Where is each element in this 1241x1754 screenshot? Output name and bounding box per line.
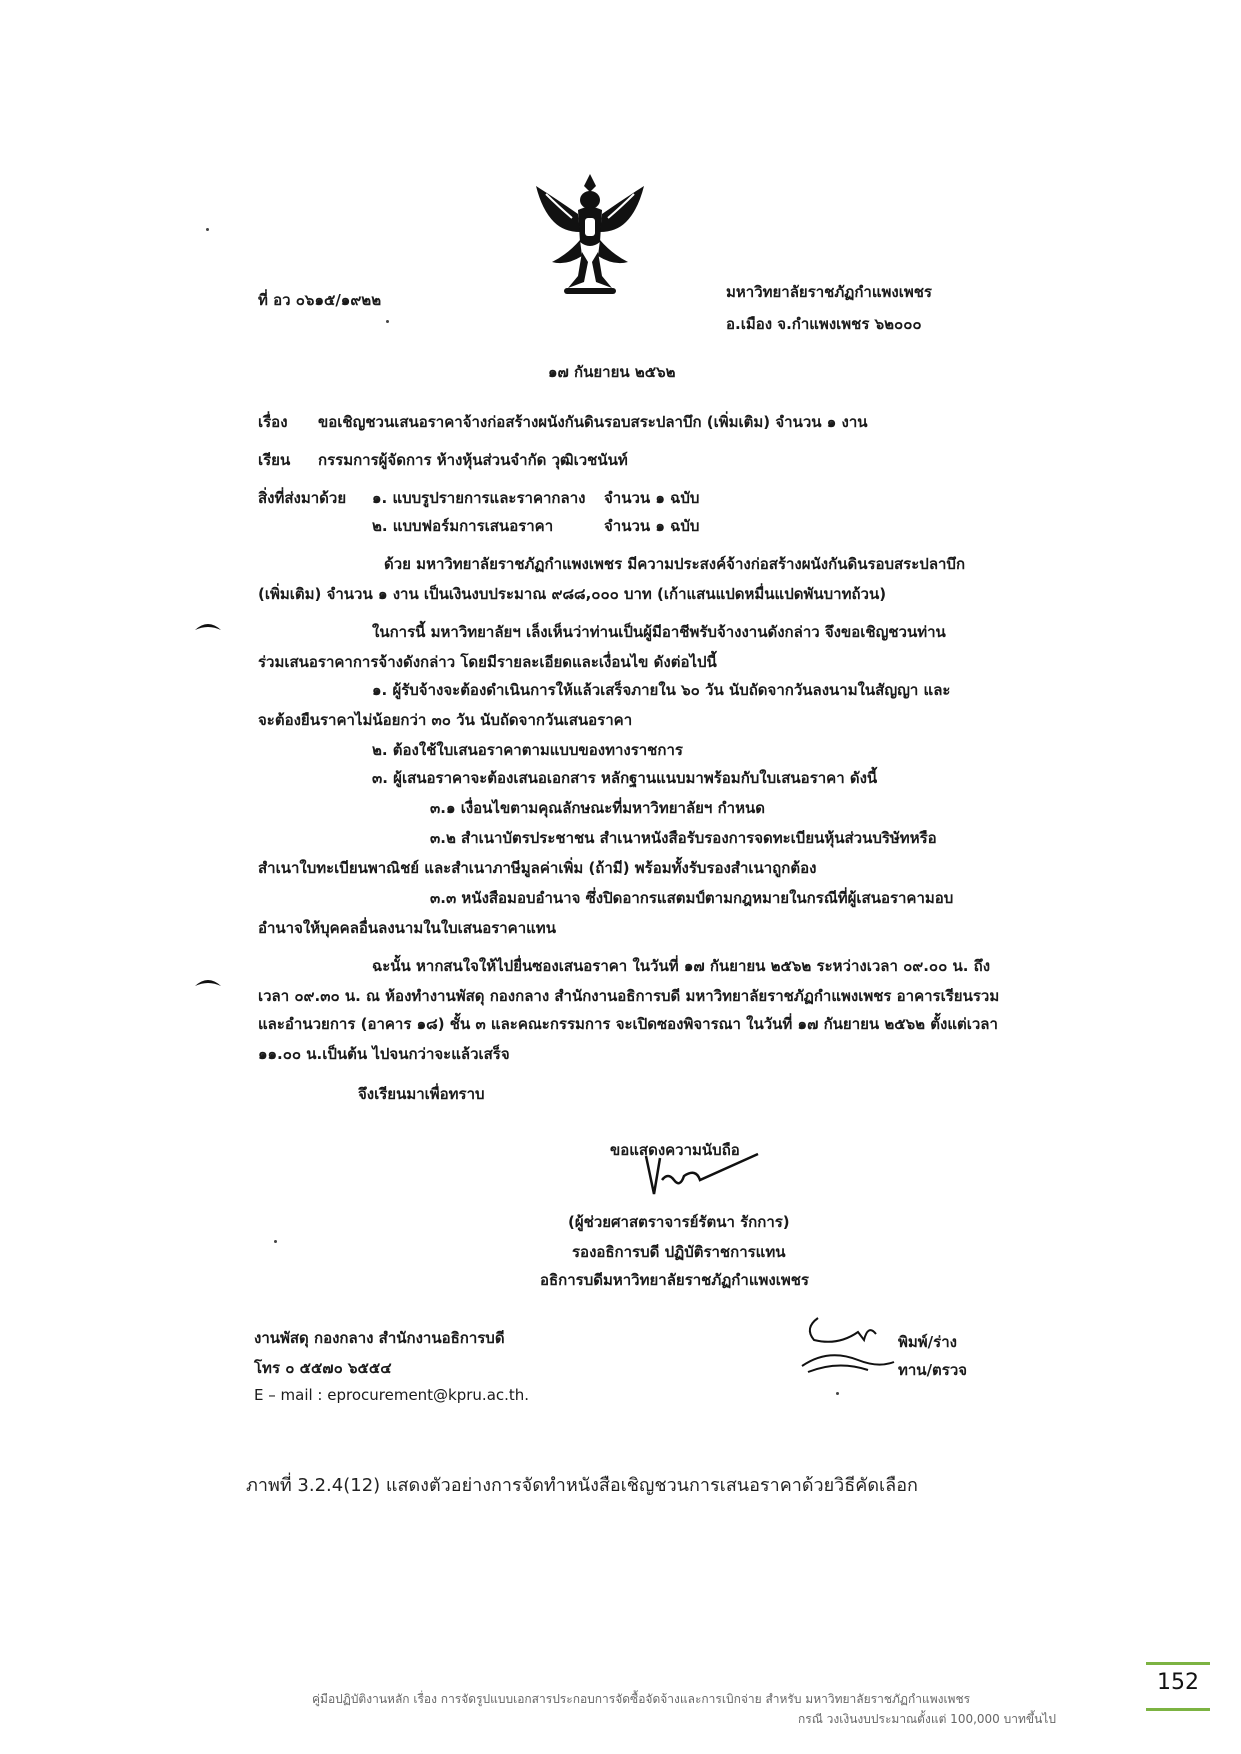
body-line: ฉะนั้น หากสนใจให้ไปยื่นซองเสนอราคา ในวันที่ ๑๗ กันยายน ๒๕๖๒ ระหว่างเวลา ๐๙.๐๐ น. ถึง <box>372 957 991 975</box>
body-line: ๓. ผู้เสนอราคาจะต้องเสนอเอกสาร หลักฐานแนบมาพร้อมกับใบเสนอราคา ดังนี้ <box>372 769 878 787</box>
enclosure-item: ๑. แบบรูปรายการและราคากลาง <box>372 489 586 507</box>
footer-title: คู่มือปฏิบัติงานหลัก เรื่อง การจัดรูปแบบเอกสารประกอบการจัดซื้อจัดจ้างและการเบิกจ่าย สำหรับ มหาวิทยาลัยราชภัฏกำแพงเพชร <box>312 1692 971 1706</box>
body-line: ด้วย มหาวิทยาลัยราชภัฏกำแพงเพชร มีความประสงค์จ้างก่อสร้างผนังกันดินรอบสระปลาบึก <box>384 555 966 573</box>
organization-name: มหาวิทยาลัยราชภัฏกำแพงเพชร <box>726 283 932 301</box>
body-line: และอำนวยการ (อาคาร ๑๘) ชั้น ๓ และคณะกรรมการ จะเปิดซองพิจารณา ในวันที่ ๑๗ กันยายน ๒๕๖๒ ตั้งแต่เวลา <box>258 1015 998 1033</box>
signer-name: (ผู้ช่วยศาสตราจารย์รัตนา รักการ) <box>568 1213 790 1231</box>
phone: โทร ๐ ๕๕๗๐ ๖๕๕๔ <box>254 1359 392 1377</box>
body-line: ๓.๓ หนังสือมอบอำนาจ ซึ่งปิดอากรแสตมป์ตามกฎหมายในกรณีที่ผู้เสนอราคามอบ <box>430 889 954 907</box>
enclosure-qty: จำนวน ๑ ฉบับ <box>604 489 700 507</box>
to-label: เรียน <box>258 451 291 469</box>
page-number-box <box>1146 1662 1210 1714</box>
body-line: จะต้องยืนราคาไม่น้อยกว่า ๓๐ วัน นับถัดจากวันเสนอราคา <box>258 711 633 729</box>
signer-title: อธิการบดีมหาวิทยาลัยราชภัฏกำแพงเพชร <box>540 1271 809 1289</box>
body-line: ในการนี้ มหาวิทยาลัยฯ เล็งเห็นว่าท่านเป็นผู้มีอาชีพรับจ้างงานดังกล่าว จึงขอเชิญชวนท่าน <box>372 623 946 641</box>
regards-text: ขอแสดงความนับถือ <box>610 1141 740 1159</box>
enclosure-qty: จำนวน ๑ ฉบับ <box>604 517 700 535</box>
signer-title: รองอธิการบดี ปฏิบัติราชการแทน <box>572 1243 786 1261</box>
body-line: ๓.๑ เงื่อนไขตามคุณลักษณะที่มหาวิทยาลัยฯ กำหนด <box>430 799 765 817</box>
subject-label: เรื่อง <box>258 413 288 431</box>
body-line: ๑๑.๐๐ น.เป็นต้น ไปจนกว่าจะแล้วเสร็จ <box>258 1045 510 1063</box>
body-line: (เพิ่มเติม) จำนวน ๑ งาน เป็นเงินงบประมาณ ๙๘๘,๐๐๐ บาท (เก้าแสนแปดหมื่นแปดพันบาทถ้วน) <box>258 585 887 603</box>
to-text: กรรมการผู้จัดการ ห้างหุ้นส่วนจำกัด วุฒิเวชนันท์ <box>318 451 628 469</box>
enclosure-item: ๒. แบบฟอร์มการเสนอราคา <box>372 517 554 535</box>
body-line: อำนาจให้บุคคลอื่นลงนามในใบเสนอราคาแทน <box>258 919 556 937</box>
checked-by-label: ทาน/ตรวจ <box>898 1361 968 1379</box>
letter-date: ๑๗ กันยายน ๒๕๖๒ <box>548 363 676 381</box>
email: E – mail : eprocurement@kpru.ac.th. <box>254 1386 530 1404</box>
initials-scribble <box>798 1310 898 1380</box>
reference-number: ที่ อว ๐๖๑๕/๑๙๒๒ <box>258 291 382 309</box>
scan-speck <box>836 1392 839 1395</box>
body-line: ร่วมเสนอราคาการจ้างดังกล่าว โดยมีรายละเอียดและเงื่อนไข ดังต่อไปนี้ <box>258 653 717 671</box>
closing-text: จึงเรียนมาเพื่อทราบ <box>358 1085 485 1103</box>
scan-speck <box>386 320 389 323</box>
scan-speck <box>274 1240 277 1243</box>
punch-hole-mark <box>193 976 223 988</box>
garuda-emblem-icon <box>528 170 652 302</box>
page-number: 152 <box>1157 1670 1199 1695</box>
page-number-rule <box>1146 1708 1210 1711</box>
enclosure-label: สิ่งที่ส่งมาด้วย <box>258 489 347 507</box>
footer-subtitle: กรณี วงเงินงบประมาณตั้งแต่ 100,000 บาทขึ้นไป <box>798 1712 1056 1726</box>
organization-address: อ.เมือง จ.กำแพงเพชร ๖๒๐๐๐ <box>726 315 922 333</box>
body-line: ๒. ต้องใช้ใบเสนอราคาตามแบบของทางราชการ <box>372 741 683 759</box>
typed-by-label: พิมพ์/ร่าง <box>898 1333 957 1351</box>
department: งานพัสดุ กองกลาง สำนักงานอธิการบดี <box>254 1329 505 1347</box>
page-number-rule <box>1146 1662 1210 1665</box>
subject-text: ขอเชิญชวนเสนอราคาจ้างก่อสร้างผนังกันดินรอบสระปลาบึก (เพิ่มเติม) จำนวน ๑ งาน <box>318 413 868 431</box>
punch-hole-mark <box>193 620 223 632</box>
body-line: ๑. ผู้รับจ้างจะต้องดำเนินการให้แล้วเสร็จภายใน ๖๐ วัน นับถัดจากวันลงนามในสัญญา และ <box>372 681 951 699</box>
figure-caption: ภาพที่ 3.2.4(12) แสดงตัวอย่างการจัดทำหนังสือเชิญชวนการเสนอราคาด้วยวิธีคัดเลือก <box>246 1475 918 1496</box>
body-line: ๓.๒ สำเนาบัตรประชาชน สำเนาหนังสือรับรองการจดทะเบียนหุ้นส่วนบริษัทหรือ <box>430 829 937 847</box>
scan-speck <box>206 228 209 231</box>
body-line: เวลา ๐๙.๓๐ น. ณ ห้องทำงานพัสดุ กองกลาง สำนักงานอธิการบดี มหาวิทยาลัยราชภัฏกำแพงเพชร อาคารเรียนรวม <box>258 987 1000 1005</box>
body-line: สำเนาใบทะเบียนพาณิชย์ และสำเนาภาษีมูลค่าเพิ่ม (ถ้ามี) พร้อมทั้งรับรองสำเนาถูกต้อง <box>258 859 817 877</box>
signature-image <box>640 1150 760 1202</box>
